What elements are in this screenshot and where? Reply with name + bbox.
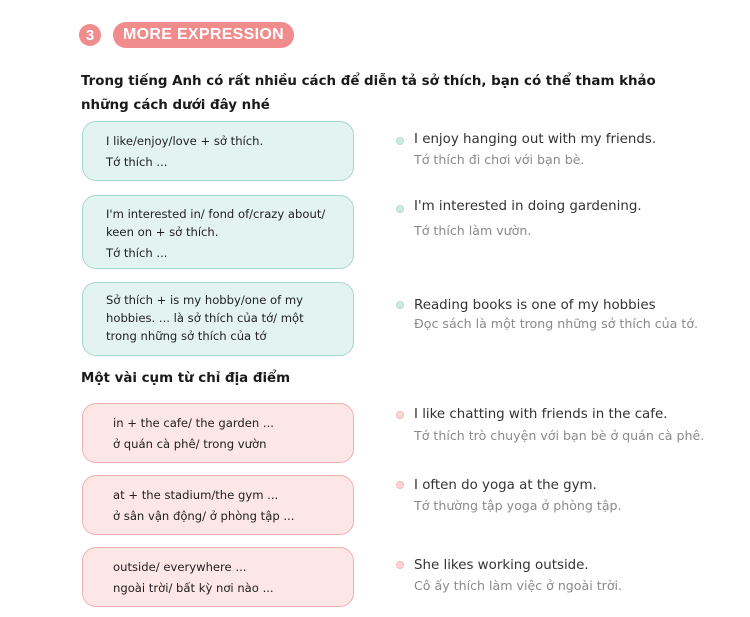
example-2 <box>414 198 714 240</box>
example-vietnamese: Tớ thường tập yoga ở phòng tập. <box>414 498 622 513</box>
intro-text: Trong tiếng Anh có rất nhiều cách để diễn tả sở thích, bạn có thể tham khảo những cách dưới đây nhé <box>81 74 656 113</box>
bullet-dot <box>396 205 404 213</box>
section-number-badge: 3 <box>79 24 101 46</box>
place-box-1 <box>82 403 354 463</box>
example-3 <box>414 297 714 333</box>
example-6 <box>414 557 714 595</box>
bullet-dot <box>396 411 404 419</box>
example-english: Reading books is one of my hobbies <box>414 298 656 313</box>
section-title: MORE EXPRESSION <box>113 22 294 48</box>
expression-line: hobbies. ... là sở thích của tớ/ một <box>106 311 304 325</box>
places-subheading: Một vài cụm từ chỉ địa điểm <box>81 371 291 386</box>
example-vietnamese: Cô ấy thích làm việc ở ngoài trời. <box>414 578 623 593</box>
expression-line: Tớ thích ... <box>106 246 168 260</box>
expression-line: Sở thích + is my hobby/one of my <box>106 293 304 307</box>
example-5 <box>414 477 714 515</box>
bullet-dot <box>396 137 404 145</box>
example-english: I enjoy hanging out with my friends. <box>414 132 657 147</box>
place-line: in + the cafe/ the garden ... <box>113 416 274 430</box>
expression-box-1 <box>82 121 354 181</box>
example-4 <box>414 406 714 445</box>
example-1 <box>414 131 714 169</box>
example-english: She likes working outside. <box>414 558 589 573</box>
example-vietnamese: Tớ thích trò chuyện với bạn bè ở quán cà phê. <box>414 428 705 443</box>
expression-line: trong những sở thích của tớ <box>106 329 267 343</box>
place-box-3 <box>82 547 354 607</box>
place-line: ở quán cà phê/ trong vườn <box>113 437 267 451</box>
example-vietnamese: Đọc sách là một trong những sở thích của tớ. <box>414 316 699 331</box>
place-line: at + the stadium/the gym ... <box>113 488 279 502</box>
place-box-2 <box>82 475 354 535</box>
example-english: I often do yoga at the gym. <box>414 478 597 493</box>
expression-line: I'm interested in/ fond of/crazy about/ <box>106 207 326 221</box>
bullet-dot <box>396 481 404 489</box>
place-line: ngoài trời/ bất kỳ nơi nào ... <box>113 581 274 595</box>
expression-line: Tớ thích ... <box>106 155 168 169</box>
place-line: outside/ everywhere ... <box>113 560 247 574</box>
example-vietnamese: Tớ thích đi chơi với bạn bè. <box>414 152 585 167</box>
place-line: ở sân vận động/ ở phòng tập ... <box>113 509 295 523</box>
example-english: I like chatting with friends in the cafe. <box>414 407 668 422</box>
expression-line: I like/enjoy/love + sở thích. <box>106 134 264 148</box>
example-vietnamese: Tớ thích làm vườn. <box>414 223 532 238</box>
expression-box-3 <box>82 282 354 356</box>
expression-line: keen on + sở thích. <box>106 225 219 239</box>
example-english: I'm interested in doing gardening. <box>414 199 642 214</box>
expression-box-2 <box>82 195 354 269</box>
bullet-dot <box>396 301 404 309</box>
section-header <box>79 22 294 48</box>
bullet-dot <box>396 561 404 569</box>
